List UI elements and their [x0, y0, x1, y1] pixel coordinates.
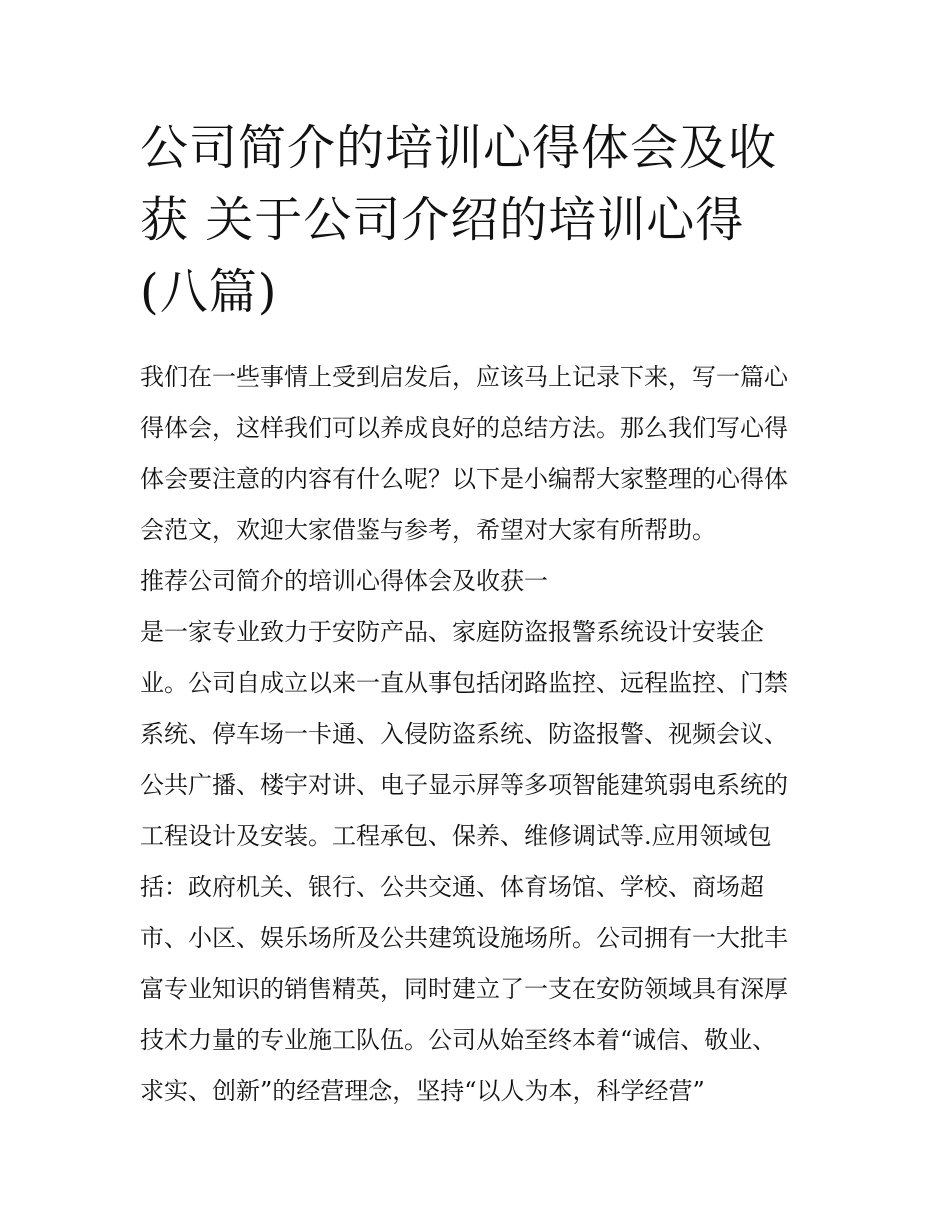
intro-line: 我们在一些事情上受到启发后，应该马上记录下来，写一篇心 [140, 363, 788, 391]
document-title [140, 112, 820, 328]
body-line: 是一家专业致力于安防产品、家庭防盗报警系统设计安装企 [140, 618, 764, 646]
intro-line: 会范文，欢迎大家借鉴与参考，希望对大家有所帮助。 [140, 516, 716, 544]
intro-line: 体会要注意的内容有什么呢？以下是小编帮大家整理的心得体 [140, 465, 788, 493]
intro-line: 得体会，这样我们可以养成良好的总结方法。那么我们写心得 [140, 414, 788, 442]
body-line: 求实、创新”的经营理念，坚持“以人为本，科学经营” [140, 1077, 705, 1105]
section-heading: 推荐公司简介的培训心得体会及收获一 [140, 567, 548, 595]
body-line: 技术力量的专业施工队伍。公司从始至终本着“诚信、敬业、 [140, 1026, 777, 1054]
body-line: 业。公司自成立以来一直从事包括闭路监控、远程监控、门禁 [140, 669, 788, 697]
document-body [140, 352, 820, 1117]
title-line: (八篇) [140, 264, 278, 320]
body-line: 括：政府机关、银行、公共交通、体育场馆、学校、商场超 [140, 873, 764, 901]
body-line: 公共广播、楼宇对讲、电子显示屏等多项智能建筑弱电系统的 [140, 771, 788, 799]
title-line: 公司简介的培训心得体会及收 [140, 120, 778, 176]
body-line: 工程设计及安装。工程承包、保养、维修调试等.应用领域包 [140, 822, 772, 850]
body-line: 市、小区、娱乐场所及公共建筑设施场所。公司拥有一大批丰 [140, 924, 788, 952]
title-line: 获 关于公司介绍的培训心得 [140, 192, 745, 248]
body-line: 富专业知识的销售精英，同时建立了一支在安防领域具有深厚 [140, 975, 788, 1003]
body-line: 系统、停车场一卡通、入侵防盗系统、防盗报警、视频会议、 [140, 720, 788, 748]
